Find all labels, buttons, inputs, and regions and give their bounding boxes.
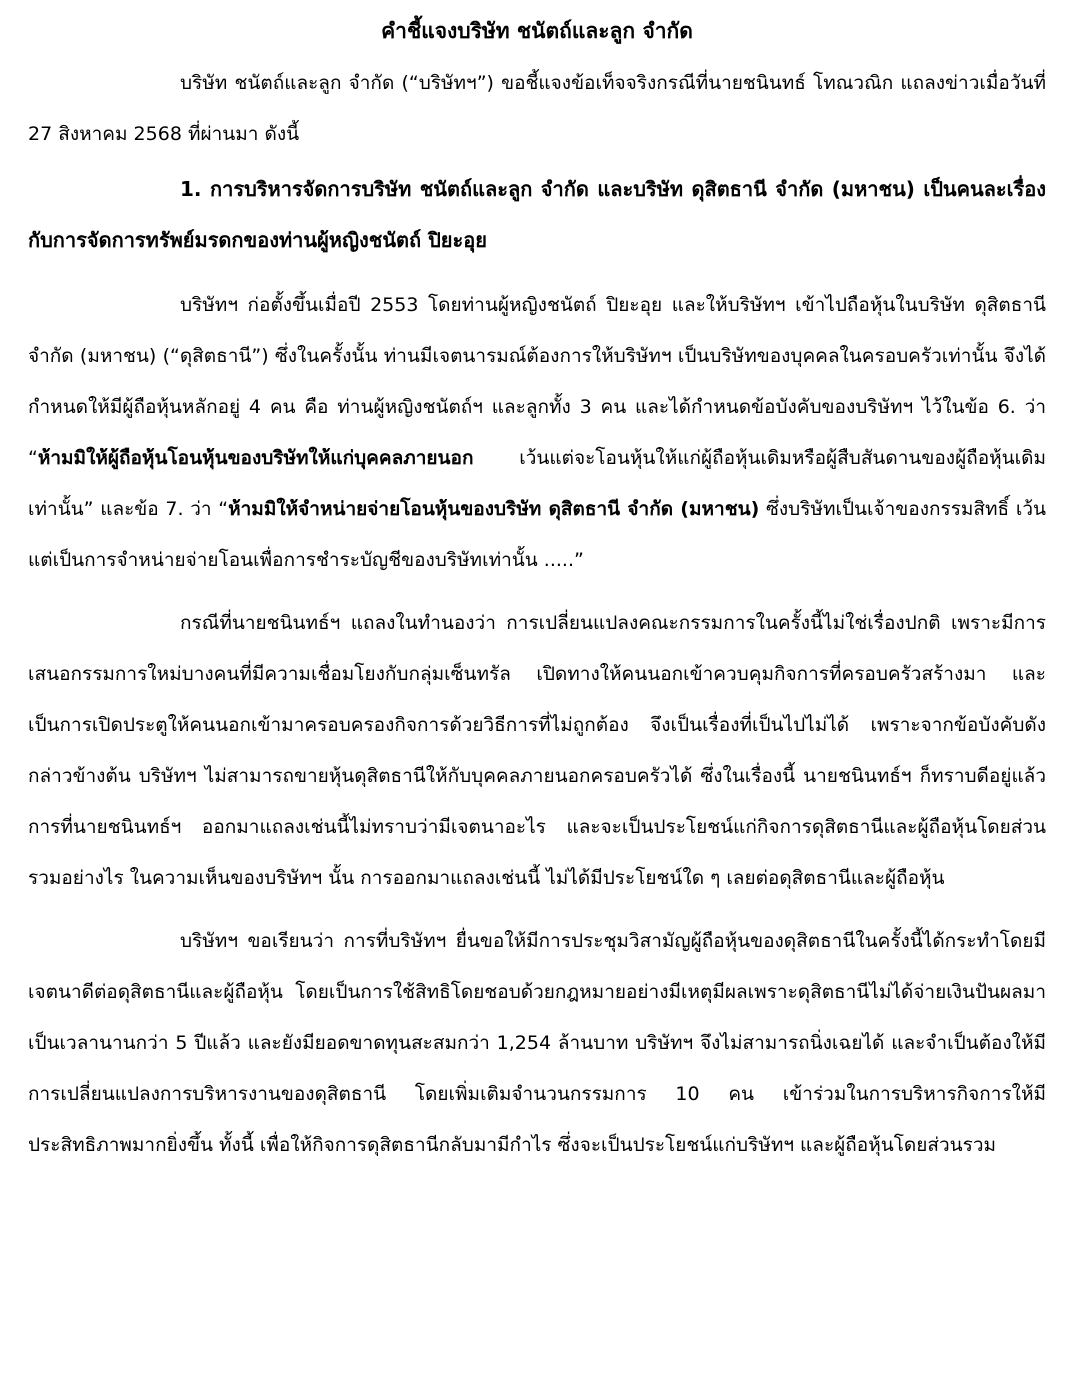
paragraph-board-change: กรณีที่นายชนินทธ์ฯ แถลงในทำนองว่า การเปลี่ยนแปลงคณะกรรมการในครั้งนี้ไม่ใช่เรื่องปกติ เพราะมีการเสนอกรรมการใหม่บางคนที่มีความเชื่อมโยงกับกลุ่มเซ็นทรัล เปิดทางให้คนนอกเข้าควบคุมกิจการที่ครอบครัวสร้างมา และเป็นการเปิดประตูให้คนนอกเข้ามาครอบครองกิจการด้วยวิธีการที่ไม่ถูกต้อง จึงเป็นเรื่องที่เป็นไปไม่ได้ เพราะจากข้อบังคับดังกล่าวข้างต้น บริษัทฯ ไม่สามารถขายหุ้นดุสิตธานีให้กับบุคคลภายนอกครอบครัวได้ ซึ่งในเรื่องนี้ นายชนินทธ์ฯ ก็ทราบดีอยู่แล้ว การที่นายชนินทธ์ฯ ออกมาแถลงเช่นนี้ไม่ทราบว่ามีเจตนาอะไร และจะเป็นประโยชน์แก่กิจการดุสิตธานีและผู้ถือหุ้นโดยส่วนรวมอย่างไร ในความเห็นของบริษัทฯ นั้น การออกมาแถลงเช่นนี้ ไม่ได้มีประโยชน์ใด ๆ เลยต่อดุสิตธานีและผู้ถือหุ้น (28, 612, 1046, 889)
clause-7-bold-text: ห้ามมิให้จำหน่ายจ่ายโอนหุ้นของบริษัท ดุสิตธานี จำกัด (มหาชน) (228, 498, 760, 520)
paragraph-founding (28, 280, 1046, 586)
intro-paragraph: บริษัท ชนัตถ์และลูก จำกัด (“บริษัทฯ”) ขอชี้แจงข้อเท็จจริงกรณีที่นายชนินทธ์ โทณวณิก แถลงข่าวเมื่อวันที่ 27 สิงหาคม 2568 ที่ผ่านมา ดังนี้ (28, 72, 1046, 145)
paragraph-founding-text-2: เว้นแต่จะโอนหุ้นให้แก่ผู้ถือหุ้นเดิมหรือผู้สืบสันดานของผู้ถือหุ้นเดิมเท่านั้น” และข้อ 7. ว่า “ (28, 447, 1046, 520)
paragraph-egm-request: บริษัทฯ ขอเรียนว่า การที่บริษัทฯ ยื่นขอให้มีการประชุมวิสามัญผู้ถือหุ้นของดุสิตธานีในครั้งนี้ได้กระทำโดยมีเจตนาดีต่อดุสิตธานีและผู้ถือหุ้น โดยเป็นการใช้สิทธิโดยชอบด้วยกฎหมายอย่างมีเหตุมีผลเพราะดุสิตธานีไม่ได้จ่ายเงินปันผลมาเป็นเวลานานกว่า 5 ปีแล้ว และยังมียอดขาดทุนสะสมกว่า 1,254 ล้านบาท บริษัทฯ จึงไม่สามารถนิ่งเฉยได้ และจำเป็นต้องให้มีการเปลี่ยนแปลงการบริหารงานของดุสิตธานี โดยเพิ่มเติมจำนวนกรรมการ 10 คน เข้าร่วมในการบริหารกิจการให้มีประสิทธิภาพมากยิ่งขึ้น ทั้งนี้ เพื่อให้กิจการดุสิตธานีกลับมามีกำไร ซึ่งจะเป็นประโยชน์แก่บริษัทฯ และผู้ถือหุ้นโดยส่วนรวม (28, 930, 1046, 1156)
document-title: คำชี้แจงบริษัท ชนัตถ์และลูก จำกัด (381, 19, 693, 43)
clause-6-bold-text: ห้ามมิให้ผู้ถือหุ้นโอนหุ้นของบริษัทให้แก่บุคคลภายนอก (37, 447, 474, 469)
paragraph-founding-text-3: ซึ่งบริษัทเป็นเจ้าของกรรมสิทธิ์ เว้นแต่เป็นการจำหน่ายจ่ายโอนเพื่อการชำระบัญชีของบริษัทเท่านั้น .....” (28, 498, 1046, 571)
paragraph-founding-text-1: บริษัทฯ ก่อตั้งขึ้นเมื่อปี 2553 โดยท่านผู้หญิงชนัตถ์ ปิยะอุย และให้บริษัทฯ เข้าไปถือหุ้นในบริษัท ดุสิตธานี จำกัด (มหาชน) (“ดุสิตธานี”) ซึ่งในครั้งนั้น ท่านมีเจตนารมณ์ต้องการให้บริษัทฯ เป็นบริษัทของบุคคลในครอบครัวเท่านั้น จึงได้กำหนดให้มีผู้ถือหุ้นหลักอยู่ 4 คน คือ ท่านผู้หญิงชนัตถ์ฯ และลูกทั้ง 3 คน และได้กำหนดข้อบังคับของบริษัทฯ ไว้ในข้อ 6. ว่า “ (28, 294, 1046, 469)
section-1-heading: 1. การบริหารจัดการบริษัท ชนัตถ์และลูก จำกัด และบริษัท ดุสิตธานี จำกัด (มหาชน) เป็นคนละเรื่องกับการจัดการทรัพย์มรดกของท่านผู้หญิงชนัตถ์ ปิยะอุย (28, 177, 1046, 252)
